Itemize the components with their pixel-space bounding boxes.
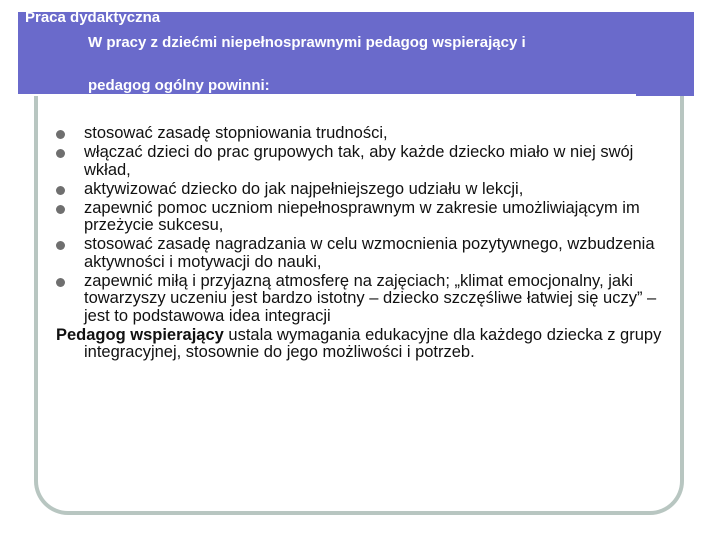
bullet-dot-icon	[56, 186, 65, 195]
bullet-item	[56, 144, 678, 179]
bullet-text: stosować zasadę nagradzania w celu wzmocnienia pozytywnego, wzbudzenia aktywności i motywacji do nauki,	[84, 235, 655, 271]
bullet-item	[56, 125, 678, 143]
bullet-text: aktywizować dziecko do jak najpełniejszego udziału w lekcji,	[84, 179, 524, 198]
bullet-text: włączać dzieci do prac grupowych tak, aby każde dziecko miało w niej swój wkład,	[84, 142, 634, 179]
closing-paragraph	[56, 327, 678, 362]
bullet-item	[56, 200, 678, 235]
slide-content	[56, 125, 678, 362]
slide-subtitle-line-1: W pracy z dziećmi niepełnosprawnymi pedagog wspierający i	[88, 34, 526, 51]
slide-title: Praca dydaktyczna	[25, 9, 161, 26]
bullet-text: zapewnić miłą i przyjazną atmosferę na zajęciach; „klimat emocjonalny, jaki towarzyszy uczeniu jest bardzo istotny – dziecko szczęśliwe łatwiej się uczy” – jest to podstawowa idea integracji	[84, 271, 657, 325]
bullet-dot-icon	[56, 278, 65, 287]
bullet-text: stosować zasadę stopniowania trudności,	[84, 124, 388, 142]
bullet-dot-icon	[56, 149, 65, 158]
closing-paragraph-text: ustala wymagania edukacyjne dla każdego dziecka z grupy integracyjnej, stosownie do jego możliwości i potrzeb.	[84, 325, 662, 362]
bullet-dot-icon	[56, 130, 65, 139]
bullet-list	[56, 125, 678, 325]
bullet-dot-icon	[56, 205, 65, 214]
bullet-text: zapewnić pomoc uczniom niepełnosprawnym w zakresie umożliwiającym im przeżycie sukcesu,	[84, 198, 640, 235]
bullet-item	[56, 273, 678, 326]
bullet-item	[56, 181, 678, 199]
bullet-item	[56, 236, 678, 271]
bullet-dot-icon	[56, 241, 65, 250]
slide-subtitle-line-2: pedagog ogólny powinni:	[88, 77, 270, 94]
closing-paragraph-bold: Pedagog wspierający	[56, 325, 224, 344]
